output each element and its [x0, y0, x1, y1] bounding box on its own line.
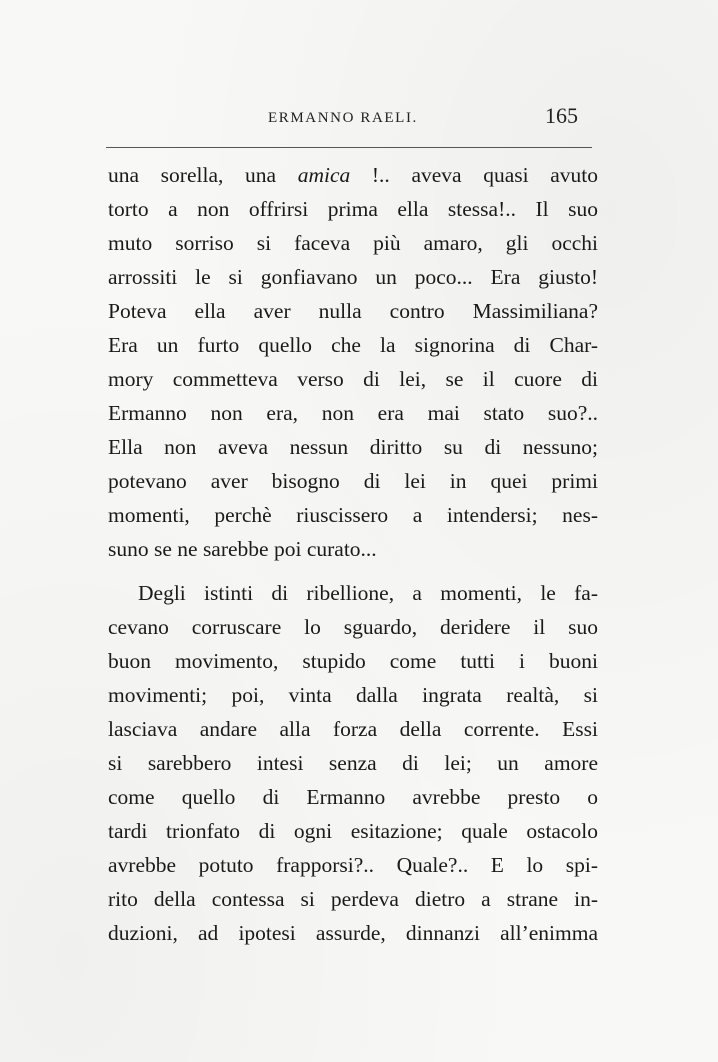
text-line: arrossiti le si gonfiavano un poco... Era giusto! [108, 265, 598, 289]
text-line: avrebbe potuto frapporsi?.. Quale?.. E lo spi- [108, 853, 598, 877]
text-line: potevano aver bisogno di lei in quei primi [108, 469, 598, 493]
text-line: lasciava andare alla forza della corrente. Essi [108, 717, 598, 741]
text-line [108, 158, 598, 192]
text-segment: una sorella, una [108, 163, 298, 187]
text-line: tardi trionfato di ogni esitazione; quale ostacolo [108, 819, 598, 843]
text-line: cevano corruscare lo sguardo, deridere il suo [108, 615, 598, 639]
text-line: buon movimento, stupido come tutti i buoni [108, 649, 598, 673]
text-line: torto a non offrirsi prima ella stessa!.. Il suo [108, 197, 598, 221]
page-number: 165 [545, 103, 578, 128]
text-line: Poteva ella aver nulla contro Massimiliana? [108, 299, 598, 323]
text-line: mory commetteva verso di lei, se il cuore di [108, 367, 598, 391]
text-line: Era un furto quello che la signorina di Char- [108, 333, 598, 357]
paragraph [108, 576, 598, 950]
text-line: Degli istinti di ribellione, a momenti, le fa- [138, 581, 598, 605]
text-line: si sarebbero intesi senza di lei; un amore [108, 751, 598, 775]
text-line: movimenti; poi, vinta dalla ingrata realtà, si [108, 683, 598, 707]
header-rule [106, 147, 592, 148]
running-title: ERMANNO RAELI. [268, 110, 418, 126]
text-line: Ermanno non era, non era mai stato suo?.. [108, 401, 598, 425]
body-text [108, 158, 598, 950]
text-line: come quello di Ermanno avrebbe presto o [108, 785, 598, 809]
text-line: rito della contessa si perdeva dietro a strane in- [108, 887, 598, 911]
text-line: duzioni, ad ipotesi assurde, dinnanzi all’enimma [108, 921, 598, 945]
text-segment: !.. aveva quasi avuto [350, 163, 598, 187]
paragraph [108, 158, 598, 566]
text-line: suno se ne sarebbe poi curato... [108, 537, 377, 561]
text-line: momenti, perchè riuscissero a intendersi; nes- [108, 503, 598, 527]
text-line: Ella non aveva nessun diritto su di nessuno; [108, 435, 598, 459]
italic-word: amica [297, 163, 351, 187]
text-line: muto sorriso si faceva più amaro, gli occhi [108, 231, 598, 255]
